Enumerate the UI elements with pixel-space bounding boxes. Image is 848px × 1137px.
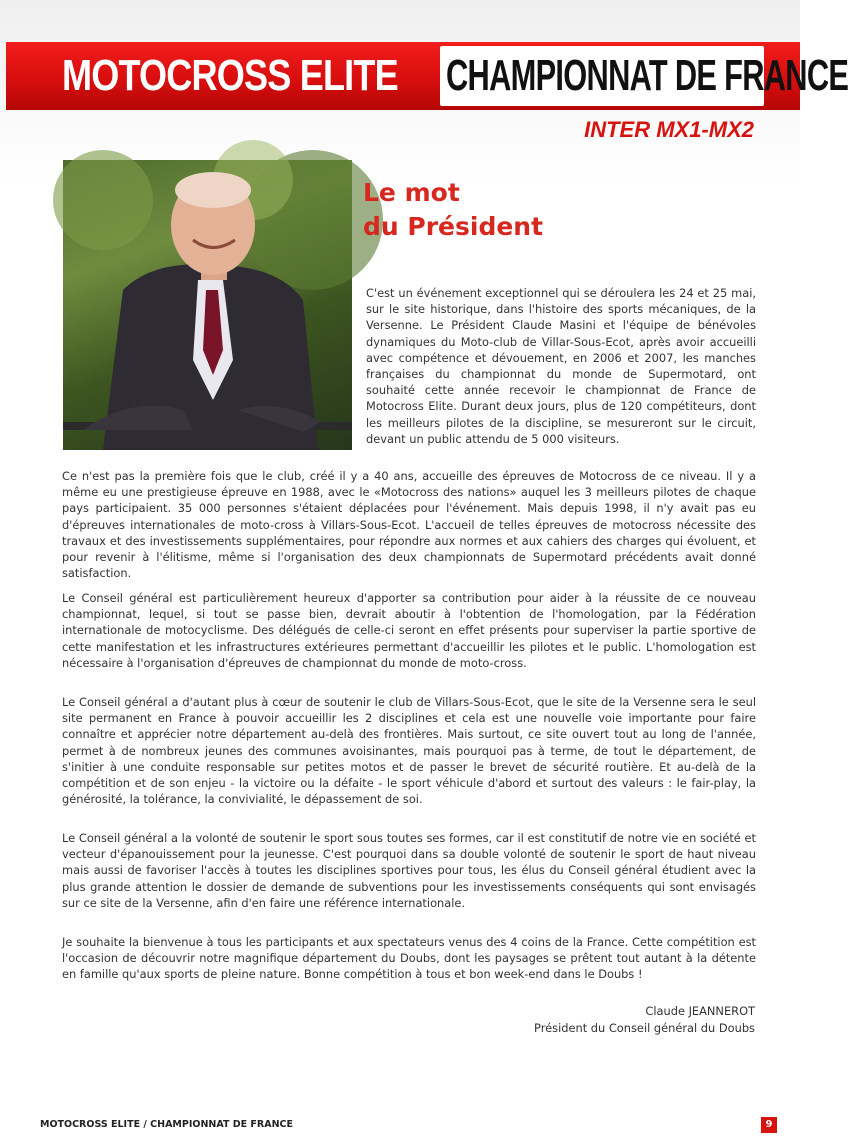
article-title-line2: du Président [363, 212, 544, 241]
body-paragraph-1: Ce n'est pas la première fois que le club, créé il y a 40 ans, accueille des épreuves de Motocross de ce niveau. Il y a même eu une prestigieuse épreuve en 1988, avec le «Motocross des nations» auquel les 3 meilleurs pilotes de chaque pays participaient. 35 000 personnes s'étaient déplacées pour l'événement. Mais depuis 1998, il n'y avait pas eu d'épreuves internationales de moto-cross à Villars-Sous-Ecot. L'accueil de telles épreuves de motocross nécessite des travaux et des investissements supplémentaires, pour répondre aux normes et aux cahiers des charges qui évoluent, et pour revenir à l'élitisme, même si l'organisation des deux championnats de Supermotard précédents avait donné satisfaction. [62, 469, 756, 581]
article-title-line1: Le mot [363, 178, 460, 207]
signature-name: Claude JEANNEROT [645, 1004, 755, 1018]
article-title [363, 176, 543, 244]
body-paragraph-4: Le Conseil général a la volonté de soutenir le sport sous toutes ses formes, car il est constitutif de notre vie en société et vecteur d'épanouissement pour la jeunesse. C'est pourquoi dans sa double volonté de soutenir le sport de haut niveau mais aussi de favoriser l'accès à toutes les disciplines sportives pour tous, les élus du Conseil général étudient avec la plus grande attention le dossier de demande de subventions pour les investissements conséquents qui sont envisagés sur ce site de la Versenne, afin d'en faire une référence internationale. [62, 831, 756, 910]
page-number: 9 [761, 1117, 777, 1133]
signature-title: Président du Conseil général du Doubs [534, 1021, 755, 1035]
president-photo [63, 160, 352, 450]
header-right-title: CHAMPIONNAT DE FRANCE [446, 51, 848, 100]
portrait-illustration [63, 160, 352, 450]
body-paragraph-2: Le Conseil général est particulièrement heureux d'apporter sa contribution pour aider à la réussite de ce nouveau championnat, lequel, si tout se passe bien, devrait aboutir à l'obtention de l'homologation, par la Fédération internationale de motocyclisme. Des délégués de celle-ci seront en effet présents pour superviser la partie sportive de cette manifestation et les infrastructures extérieures permettant d'accueillir les pilotes et le public. L'homologation est nécessaire à l'organisation d'épreuves de championnat du monde de moto-cross. [62, 591, 756, 670]
body-paragraph-3: Le Conseil général a d'autant plus à cœur de soutenir le club de Villars-Sous-Ecot, que le site de la Versenne sera le seul site permanent en France à pouvoir accueillir les 2 disciplines et cela est une nouvelle voie importante pour faire connaître et apprécier notre département au-delà des frontières. Mais surtout, ce site ouvert tout au long de l'année, permet à de nombreux jeunes des communes avoisinantes, mais pourquoi pas à terme, de tout le département, de s'initier à une conduite responsable sur petites motos et de passer le brevet de sécurité routière. Et au-delà de la compétition et de son enjeu - la victoire ou la défaite - le sport véhicule d'abord et surtout des valeurs : le fair-play, la générosité, la tolérance, la convivialité, le dépassement de soi. [62, 695, 756, 807]
header-subtitle: INTER MX1-MX2 [584, 117, 754, 142]
intro-paragraph: C'est un événement exceptionnel qui se déroulera les 24 et 25 mai, sur le site historique, dans l'histoire des sports mécaniques, de la Versenne. Le Président Claude Masini et l'équipe de bénévoles dynamiques du Moto-club de Villar-Sous-Ecot, après avoir accueilli avec compétence et dévouement, en 2006 et 2007, les manches françaises du championnat du monde de Supermotard, ont souhaité cette année recevoir le championnat de France de Motocross Elite. Durant deux jours, plus de 120 compétiteurs, dont les meilleurs pilotes de la discipline, se mesureront sur le circuit, devant un public attendu de 5 000 visiteurs. [366, 286, 756, 446]
signature [534, 1003, 755, 1037]
footer-text: MOTOCROSS ELITE / CHAMPIONNAT DE FRANCE [40, 1119, 294, 1130]
body-paragraph-5: Je souhaite la bienvenue à tous les participants et aux spectateurs venus des 4 coins de la France. Cette compétition est l'occasion de découvrir notre magnifique département du Doubs, dont les paysages se prêtent tout autant à la détente en famille qu'aux sports de pleine nature. Bonne compétition à tous et bon week-end dans le Doubs ! [62, 935, 756, 982]
header-left-title: MOTOCROSS ELITE [62, 51, 398, 100]
